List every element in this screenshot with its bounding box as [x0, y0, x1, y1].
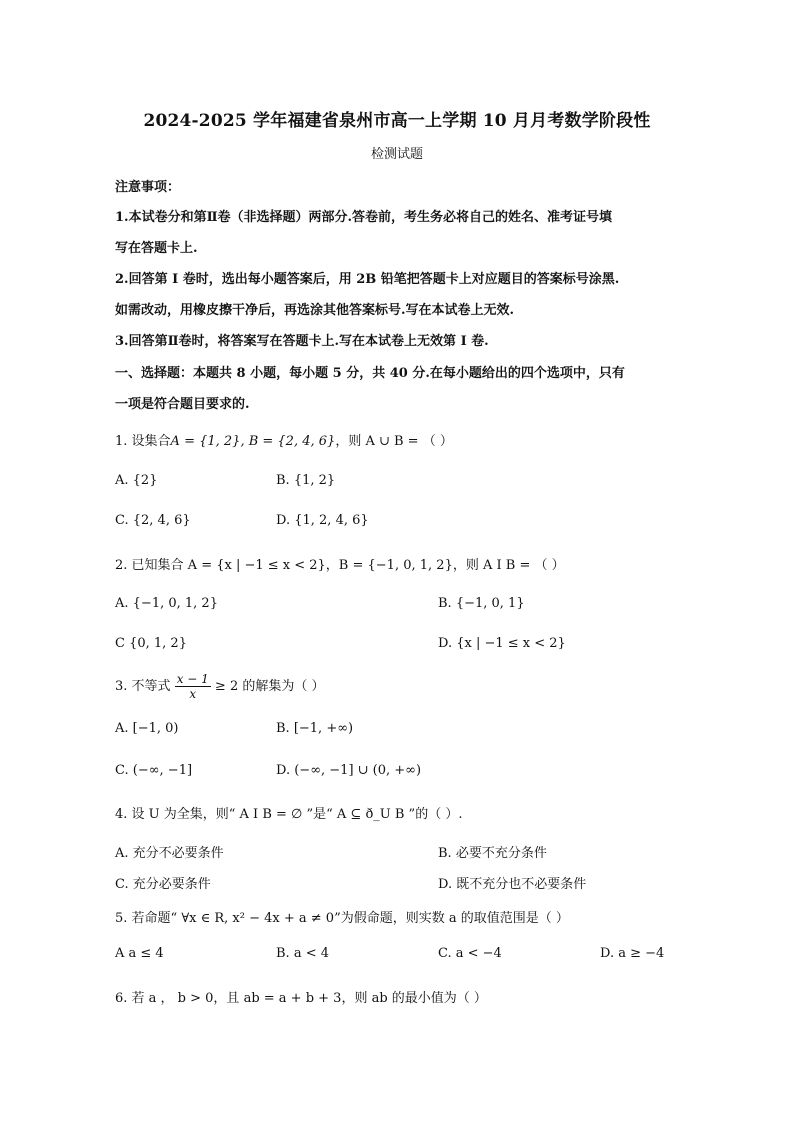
- notice-heading: 注意事项：: [115, 180, 181, 195]
- question-4-option-c: C. 充分必要条件: [115, 877, 211, 892]
- question-3-option-d: D. (−∞, −1] ∪ (0, +∞): [276, 763, 422, 778]
- question-2-stem: 2. 已知集合 A = {x | −1 ≤ x < 2}，B = {−1, 0, 1, 2}，则 A I B = （ ）: [115, 558, 565, 573]
- question-3-stem: [115, 672, 324, 702]
- question-1-option-a: A. {2}: [115, 473, 158, 488]
- question-1-stem-pre: 1. 设集合: [115, 434, 171, 449]
- question-5-stem: 5. 若命题“ ∀x ∈ R, x² − 4x + a ≠ 0”为假命题，则实数 a 的取值范围是（ ）: [115, 911, 569, 926]
- question-3-fraction-numerator: x − 1: [176, 672, 209, 686]
- question-1-option-c: C. {2, 4, 6}: [115, 513, 191, 528]
- question-5-option-a: A a ≤ 4: [115, 946, 164, 961]
- question-2-option-d: D. {x | −1 ≤ x < 2}: [438, 636, 566, 651]
- question-3-stem-post: ≥ 2 的解集为（ ）: [214, 679, 325, 694]
- notice-item-3: 3.回答第Ⅱ卷时，将答案写在答题卡上.写在本试卷上无效第 I 卷.: [115, 334, 489, 349]
- section-1-line-2: 一项是符合题目要求的.: [115, 397, 250, 412]
- question-1-option-b: B. {1, 2}: [276, 473, 336, 488]
- question-4-option-a: A. 充分不必要条件: [115, 846, 224, 861]
- question-5-option-c: C. a < −4: [438, 946, 502, 961]
- question-1-stem-post: ，则 A ∪ B = （ ）: [335, 434, 453, 449]
- question-5-option-d: D. a ≥ −4: [600, 946, 665, 961]
- section-1-line-1: 一、选择题：本题共 8 小题，每小题 5 分，共 40 分.在每小题给出的四个选项中，只有: [115, 366, 625, 381]
- question-4-stem: 4. 设 U 为全集，则“ A I B = ∅ ”是“ A ⊆ ð_U B ”的（ ）.: [115, 807, 463, 822]
- notice-item-1-line-1: 1.本试卷分和第Ⅱ卷（非选择题）两部分.答卷前，考生务必将自己的姓名、准考证号填: [115, 210, 613, 225]
- question-4-option-d: D. 既不充分也不必要条件: [438, 877, 587, 892]
- question-3-stem-pre: 3. 不等式: [115, 679, 171, 694]
- question-1-option-d: D. {1, 2, 4, 6}: [276, 513, 369, 528]
- notice-item-2-line-2: 如需改动，用橡皮擦干净后，再选涂其他答案标号.写在本试卷上无效.: [115, 303, 515, 318]
- page-title: 2024-2025 学年福建省泉州市高一上学期 10 月月考数学阶段性: [143, 111, 651, 131]
- notice-item-2-line-1: 2.回答第 I 卷时，选出每小题答案后，用 2B 铅笔把答题卡上对应题目的答案标号涂黑.: [115, 272, 620, 287]
- question-2-option-a: A. {−1, 0, 1, 2}: [115, 596, 218, 611]
- question-2-option-c: C {0, 1, 2}: [115, 636, 187, 651]
- question-3-option-a: A. [−1, 0): [115, 721, 179, 736]
- question-3-option-c: C. (−∞, −1]: [115, 763, 193, 778]
- question-3-fraction-denominator: x: [189, 687, 197, 701]
- question-4-option-b: B. 必要不充分条件: [438, 846, 547, 861]
- question-1-stem-math: A = {1, 2}, B = {2, 4, 6}: [170, 434, 336, 449]
- question-3-fraction: [175, 672, 211, 701]
- question-3-option-b: B. [−1, +∞): [276, 721, 354, 736]
- question-2-option-b: B. {−1, 0, 1}: [438, 596, 525, 611]
- question-6-stem: 6. 若 a ， b > 0，且 ab = a + b + 3，则 ab 的最小值为（ ）: [115, 991, 487, 1006]
- notice-item-1-line-2: 写在答题卡上.: [115, 241, 198, 256]
- question-1-stem: [115, 430, 453, 449]
- page-subtitle: 检测试题: [370, 147, 423, 162]
- question-5-option-b: B. a < 4: [276, 946, 329, 961]
